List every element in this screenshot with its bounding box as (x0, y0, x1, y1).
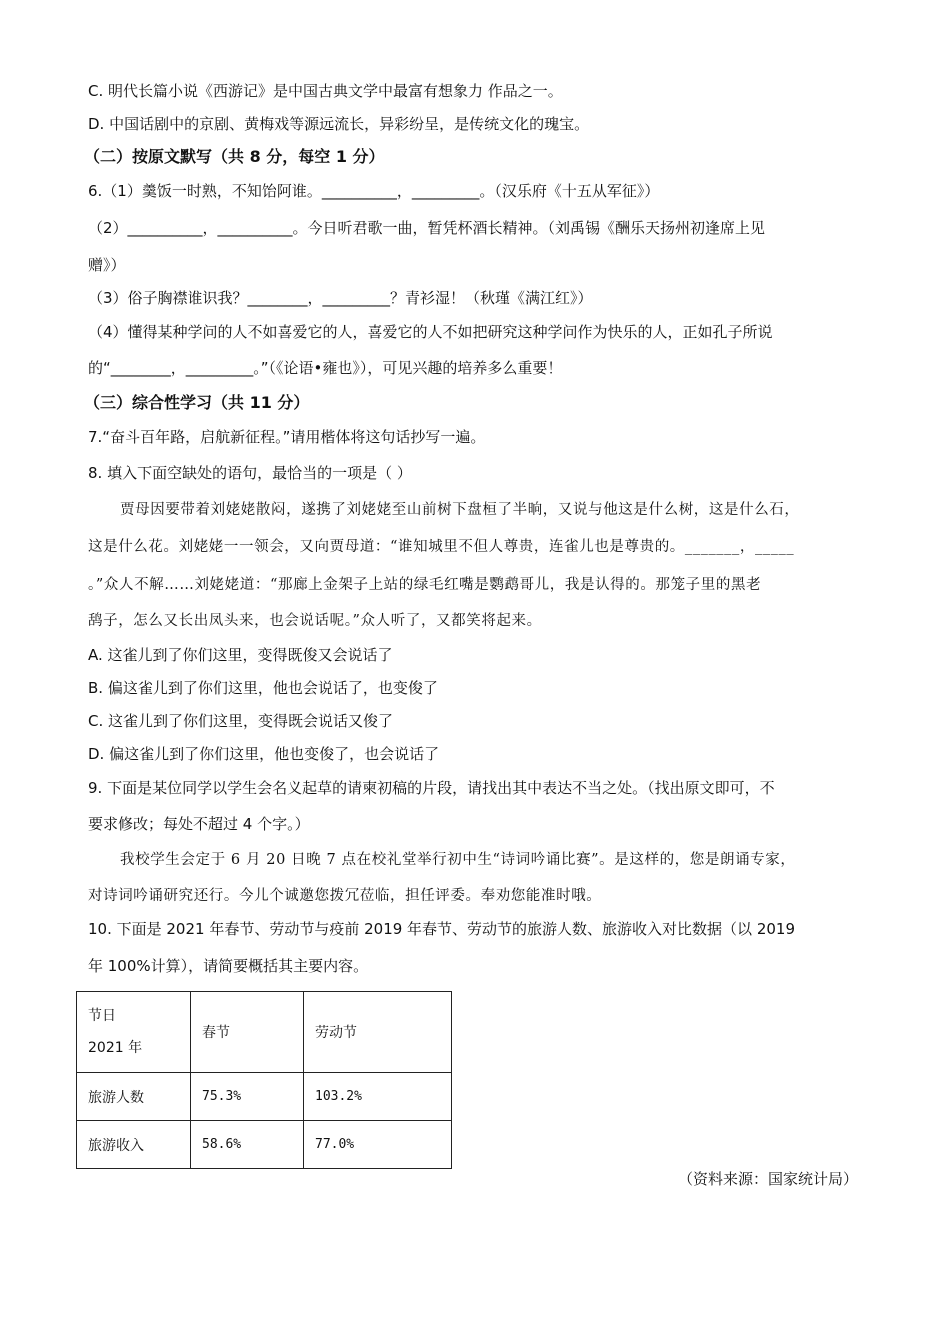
corner-label-year: 2021 年 (88, 1040, 143, 1056)
q6-part4-line2: 的“________，_________。”（《论语•雍也》），可见兴趣的培养多么重要！ (88, 359, 563, 377)
q8-option-b: B. 偏这雀儿到了你们这里，他也会说话了，也变俊了 (88, 679, 438, 697)
q9-line2: 要求修改；每处不超过 4 个字。） (88, 815, 310, 833)
q8-option-a: A. 这雀儿到了你们这里，变得既俊又会说话了 (88, 646, 393, 664)
table-header-row (77, 992, 452, 1073)
q8-option-c: C. 这雀儿到了你们这里，变得既会说话又俊了 (88, 712, 394, 730)
q9-passage-line2: 对诗词吟诵研究还行。今儿个诚邀您拨冗莅临，担任评委。奉劝您能准时哦。 (88, 888, 602, 904)
header-labor-day: 劳动节 (304, 992, 452, 1073)
cell-visitors-labor: 103.2% (304, 1073, 452, 1121)
table-row (77, 1073, 452, 1121)
section3-heading: （三）综合性学习（共 11 分） (84, 393, 310, 412)
q6-part3: （3）俗子胸襟谁识我？________，_________？青衫湿！（秋瑾《满江红》） (88, 289, 593, 307)
q9-line1: 9. 下面是某位同学以学生会名义起草的请柬初稿的片段，请找出其中表达不当之处。（找出原文即可，不 (88, 779, 775, 797)
header-spring-festival: 春节 (191, 992, 304, 1073)
q6-part2-line1: （2）__________，__________。今日听君歌一曲，暂凭杯酒长精神。（刘禹锡《酬乐天扬州初逢席上见 (88, 219, 766, 237)
table-corner-cell (77, 992, 191, 1073)
q8-option-d: D. 偏这雀儿到了你们这里，他也变俊了，也会说话了 (88, 745, 440, 763)
q10-line1: 10. 下面是 2021 年春节、劳动节与疫前 2019 年春节、劳动节的旅游人数、旅游收入对比数据（以 2019 (88, 920, 795, 938)
option-c-prev: C. 明代长篇小说《西游记》是中国古典文学中最富有想象力 作品之一。 (88, 82, 563, 100)
q6-part2-line2: 赠》） (88, 256, 126, 274)
section2-heading: （二）按原文默写（共 8 分，每空 1 分） (84, 147, 385, 166)
q10-line2: 年 100%计算），请简要概括其主要内容。 (88, 957, 369, 975)
q8-passage-line3: 。”众人不解……刘姥姥道：“那廊上金架子上站的绿毛红嘴是鹦鹉哥儿，我是认得的。那笼子里的黑老 (88, 577, 762, 593)
cell-visitors-spring: 75.3% (191, 1073, 304, 1121)
q9-passage-line1: 我校学生会定于 6 月 20 日晚 7 点在校礼堂举行初中生“诗词吟诵比赛”。是这样的，您是朗诵专家， (120, 852, 796, 868)
row-label-revenue: 旅游收入 (77, 1121, 191, 1169)
tourism-stats-table (76, 991, 452, 1169)
q8-passage-line4: 鸹子，怎么又长出凤头来，也会说话呢。”众人听了，又都笑将起来。 (88, 613, 542, 629)
q7: 7.“奋斗百年路，启航新征程。”请用楷体将这句话抄写一遍。 (88, 428, 486, 446)
corner-label-festival: 节日 (88, 1008, 116, 1024)
table-row (77, 1121, 452, 1169)
cell-revenue-labor: 77.0% (304, 1121, 452, 1169)
q8-passage-line1: 贾母因要带着刘姥姥散闷，遂携了刘姥姥至山前树下盘桓了半晌，又说与他这是什么树，这是什么石， (120, 502, 800, 518)
q6-part4-line1: （4）懂得某种学问的人不如喜爱它的人，喜爱它的人不如把研究这种学问作为快乐的人，正如孔子所说 (88, 323, 773, 341)
data-source-note: （资料来源：国家统计局） (677, 1170, 858, 1188)
q8-prompt: 8. 填入下面空缺处的语句，最恰当的一项是（ ） (88, 464, 412, 482)
cell-revenue-spring: 58.6% (191, 1121, 304, 1169)
q6-part1: 6.（1）羹饭一时熟，不知饴阿谁。__________，_________。（汉乐府《十五从军征》） (88, 182, 660, 200)
row-label-visitors: 旅游人数 (77, 1073, 191, 1121)
option-d-prev: D. 中国话剧中的京剧、黄梅戏等源远流长，异彩纷呈，是传统文化的瑰宝。 (88, 115, 590, 133)
q8-passage-line2: 这是什么花。刘姥姥一一领会，又向贾母道：“谁知城里不但人尊贵，连雀儿也是尊贵的。_______，_____ (88, 539, 795, 555)
